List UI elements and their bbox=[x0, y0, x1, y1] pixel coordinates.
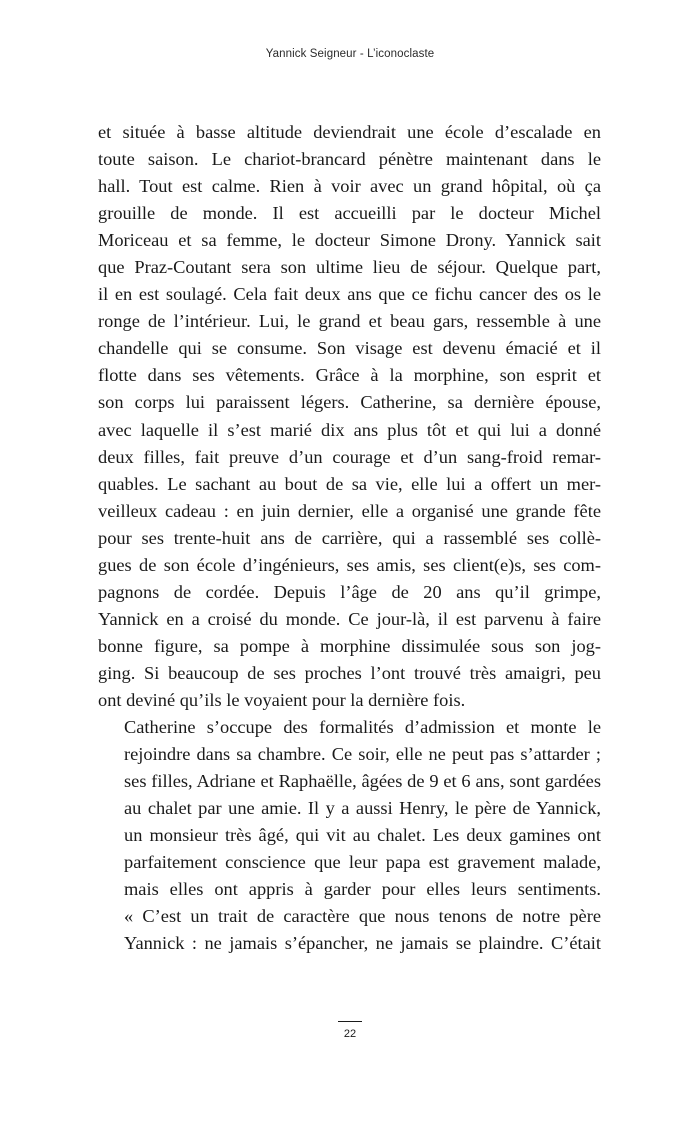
text-line: ses filles, Adriane et Raphaëlle, âgées de 9 et 6 ans, sont gardées bbox=[124, 771, 601, 792]
text-line: mais elles ont appris à garder pour elles leurs sentiments. bbox=[124, 879, 601, 900]
text-line: bonne figure, sa pompe à morphine dissimulée sous son jog- bbox=[98, 635, 601, 656]
text-line: Catherine s’occupe des formalités d’admission et monte le bbox=[124, 717, 601, 738]
text-line: chandelle qui se consume. Son visage est devenu émacié et il bbox=[98, 338, 601, 359]
paragraph-1 bbox=[98, 119, 601, 714]
text-line: au chalet par une amie. Il y a aussi Henry, le père de Yannick, bbox=[124, 798, 601, 819]
text-line: pagnons de cordée. Depuis l’âge de 20 ans qu’il grimpe, bbox=[98, 581, 601, 602]
text-line: deux filles, fait preuve d’un courage et d’un sang-froid remar- bbox=[98, 446, 601, 467]
text-line: que Praz-Coutant sera son ultime lieu de séjour. Quelque part, bbox=[98, 257, 601, 278]
text-line: avec laquelle il s’est marié dix ans plus tôt et qui lui a donné bbox=[98, 419, 601, 440]
text-line: toute saison. Le chariot-brancard pénètre maintenant dans le bbox=[98, 149, 601, 170]
text-line: il en est soulagé. Cela fait deux ans que ce fichu cancer des os le bbox=[98, 284, 601, 305]
body-text bbox=[98, 119, 601, 957]
text-line: Yannick : ne jamais s’épancher, ne jamais se plaindre. C’était bbox=[124, 933, 601, 954]
text-line: et située à basse altitude deviendrait une école d’escalade en bbox=[98, 122, 601, 142]
text-line: hall. Tout est calme. Rien à voir avec un grand hôpital, où ça bbox=[98, 176, 601, 197]
text-line: ont deviné qu’ils le voyaient pour la dernière fois. bbox=[98, 689, 466, 710]
running-header: Yannick Seigneur - L’iconoclaste bbox=[265, 48, 435, 60]
text-line: son corps lui paraissent légers. Catherine, sa dernière épouse, bbox=[98, 392, 601, 413]
text-line: Yannick en a croisé du monde. Ce jour-là, il est parvenu à faire bbox=[98, 608, 601, 629]
text-line: « C’est un trait de caractère que nous tenons de notre père bbox=[124, 906, 601, 927]
page-footer bbox=[0, 1021, 700, 1040]
paragraph-2 bbox=[98, 714, 601, 957]
text-line: rejoindre dans sa chambre. Ce soir, elle ne peut pas s’attarder ; bbox=[124, 744, 601, 765]
text-line: grouille de monde. Il est accueilli par le docteur Michel bbox=[98, 203, 601, 224]
text-line: veilleux cadeau : en juin dernier, elle a organisé une grande fête bbox=[98, 500, 601, 521]
text-line: parfaitement conscience que leur papa est gravement malade, bbox=[124, 852, 601, 873]
text-line: flotte dans ses vêtements. Grâce à la morphine, son esprit et bbox=[98, 365, 601, 386]
text-line: gues de son école d’ingénieurs, ses amis, ses client(e)s, ses com- bbox=[98, 554, 601, 575]
text-line: pour ses trente-huit ans de carrière, qui a rassemblé ses collè- bbox=[98, 527, 601, 548]
page-number: 22 bbox=[343, 1028, 357, 1040]
text-line: Moriceau et sa femme, le docteur Simone Drony. Yannick sait bbox=[98, 230, 601, 251]
folio-rule bbox=[338, 1021, 362, 1022]
text-line: ronge de l’intérieur. Lui, le grand et beau gars, ressemble à une bbox=[98, 311, 601, 332]
text-line: un monsieur très âgé, qui vit au chalet. Les deux gamines ont bbox=[124, 825, 601, 846]
text-line: quables. Le sachant au bout de sa vie, elle lui a offert un mer- bbox=[98, 473, 601, 494]
text-line: ging. Si beaucoup de ses proches l’ont trouvé très amaigri, peu bbox=[98, 662, 601, 683]
